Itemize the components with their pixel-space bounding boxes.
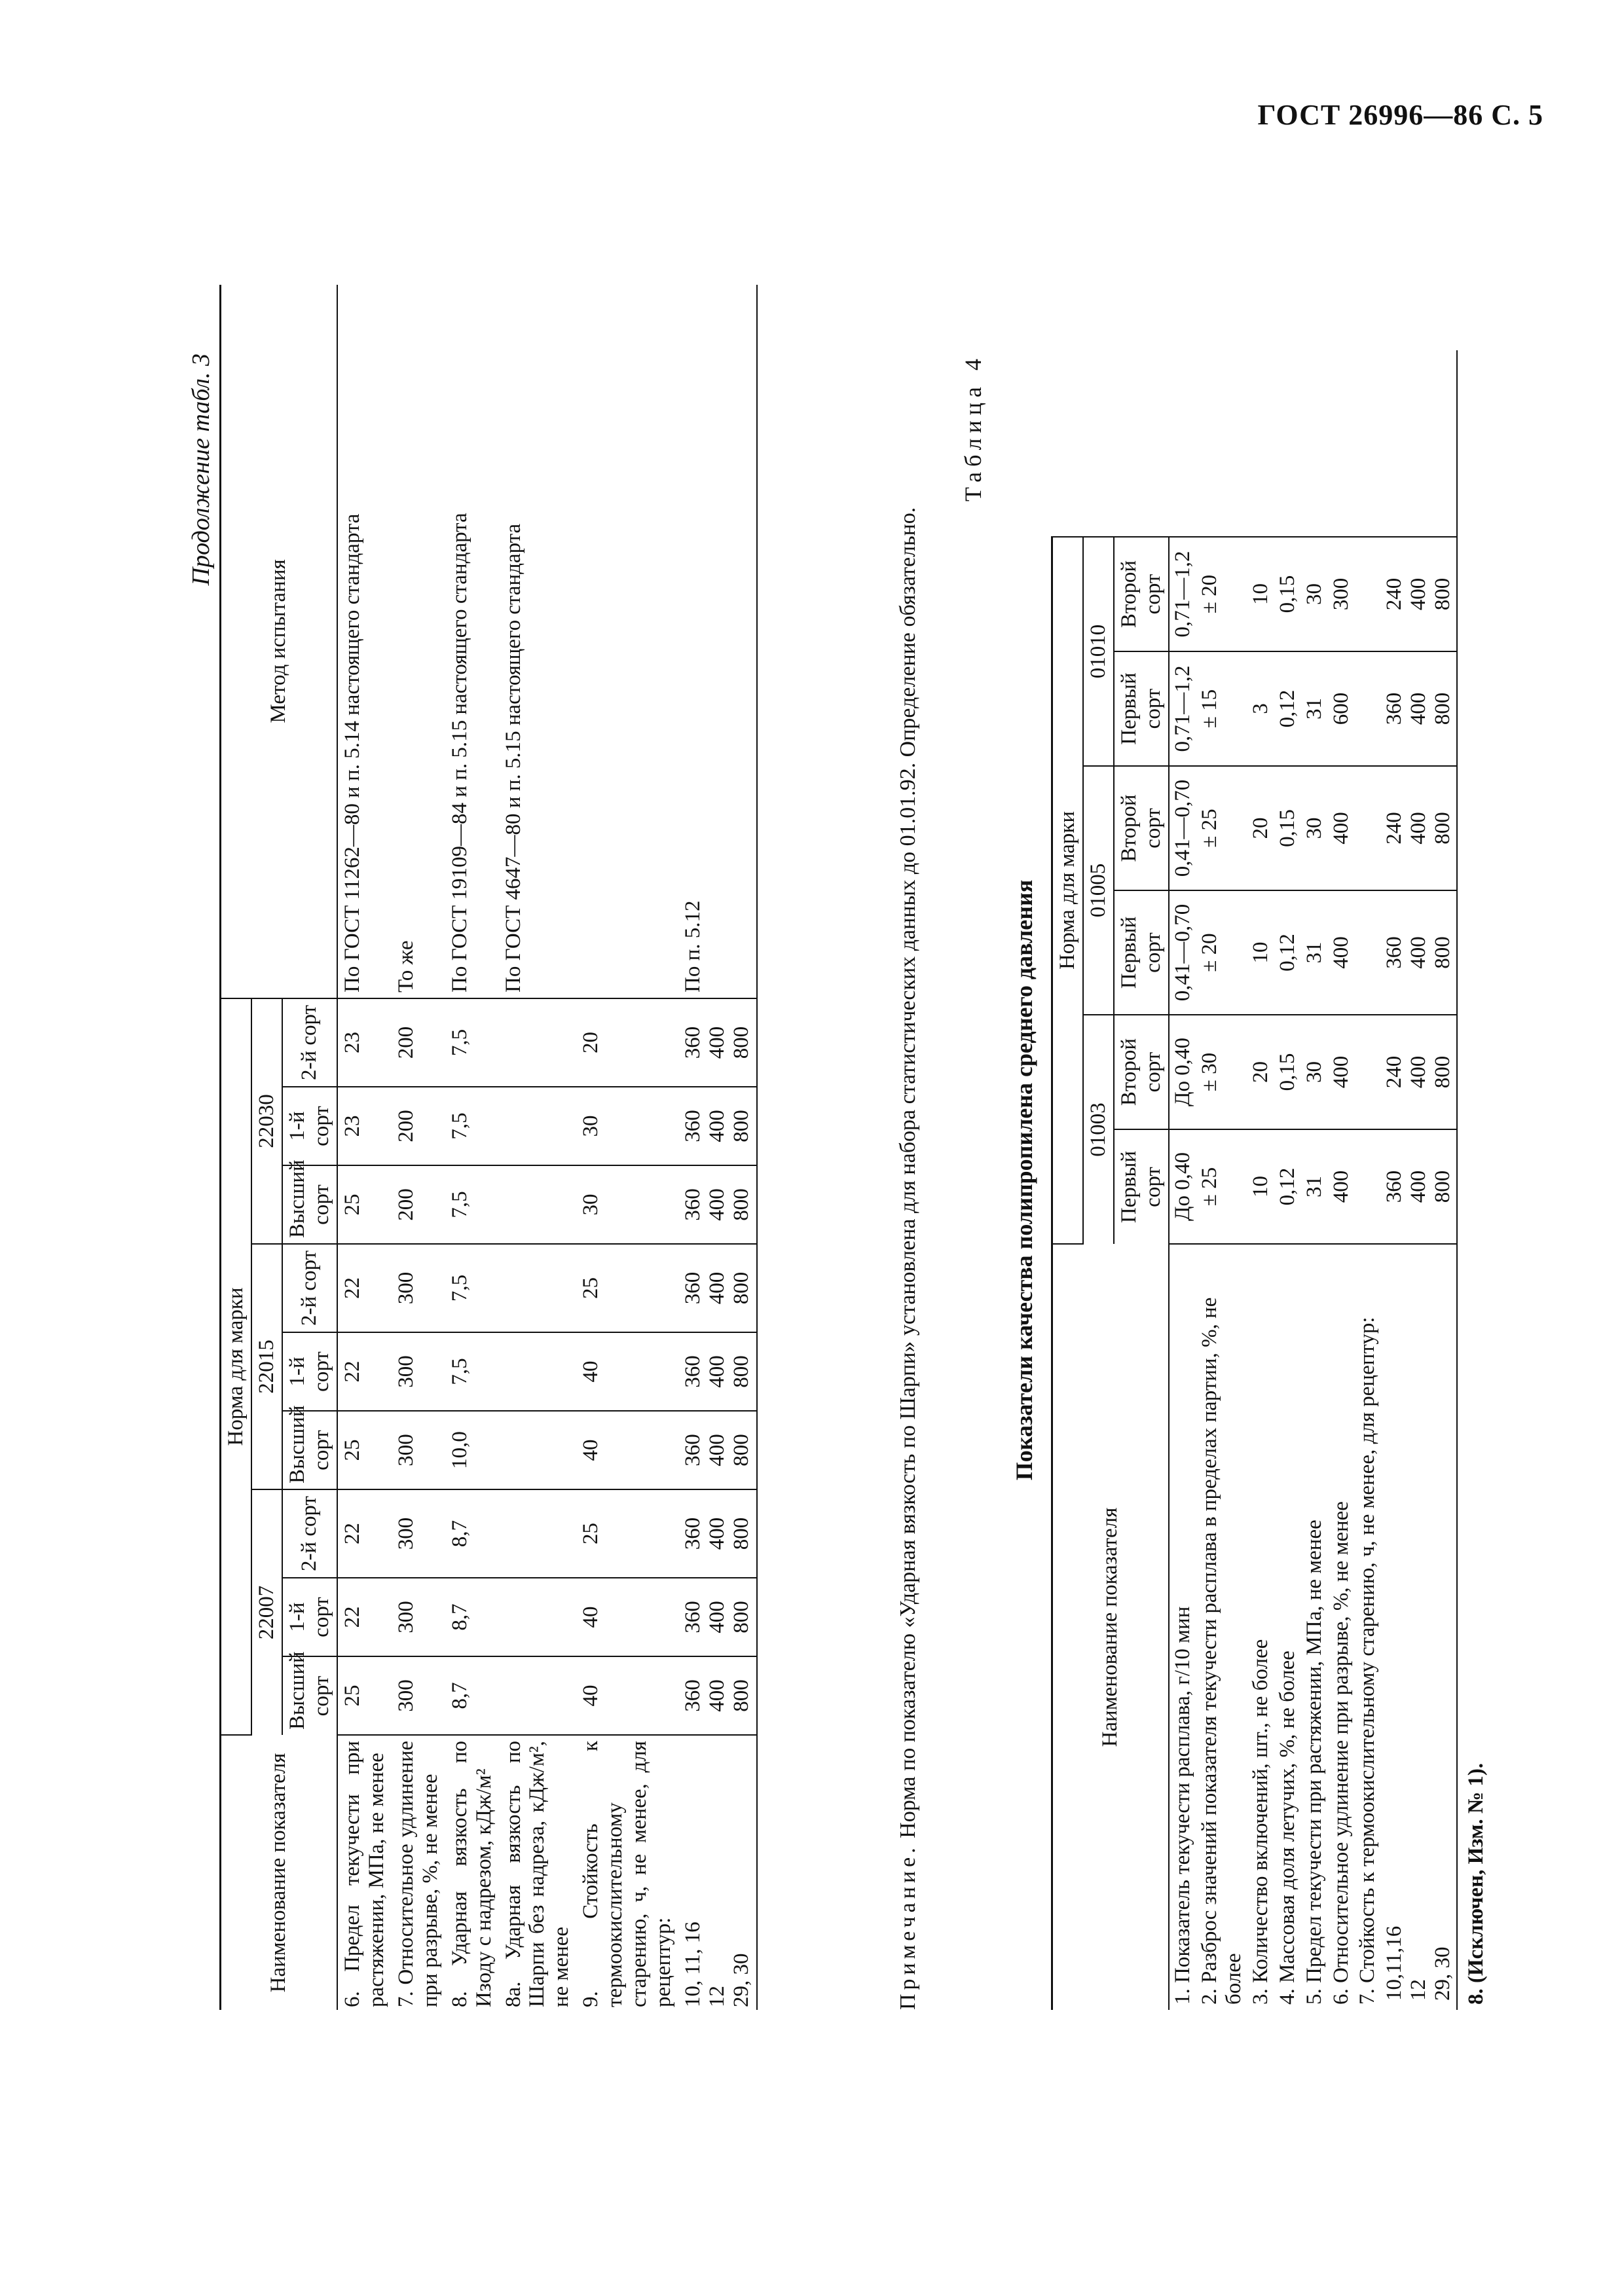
t3-sort-header: Высший сорт	[282, 1165, 337, 1244]
t3-cell: 360 400 800	[678, 1332, 757, 1411]
t3-cell: 360 400 800	[678, 1656, 757, 1735]
table-row	[392, 285, 445, 2010]
t4-blank-cell	[1169, 350, 1196, 537]
t3-grade: 22007	[251, 1489, 282, 1735]
t4-row-name: 10,11,16 12 29, 30	[1381, 1244, 1457, 2010]
t4-grade: 01010	[1083, 537, 1114, 766]
t4-cell: 30	[1301, 1015, 1328, 1129]
t4-norm-header: Норма для марки	[1052, 537, 1083, 1244]
t3-sort-header: 1-й сорт	[282, 1578, 337, 1656]
t4-cell	[1354, 537, 1381, 651]
t4-blank-cell	[1301, 350, 1328, 537]
t3-row-name: 6. Предел текучести при растяжении, МПа, не менее	[340, 1741, 388, 2007]
t4-cell	[1354, 651, 1381, 766]
t3-cell: 25	[337, 1165, 392, 1244]
t3-cell: 22	[337, 1489, 392, 1578]
t3-method: По ГОСТ 4647—80 и п. 5.15 настоящего стандарта	[499, 285, 577, 998]
t3-cell: 300	[392, 1656, 445, 1735]
t3-cell	[499, 1656, 577, 1735]
t3-method: По п. 5.12	[678, 285, 757, 998]
t4-cell: ± 20	[1196, 890, 1247, 1015]
t3-cell: 360 400 800	[678, 1087, 757, 1165]
t4-blank-cell	[1328, 350, 1355, 537]
t4-cell: 600	[1328, 651, 1355, 766]
table-3	[219, 285, 758, 2010]
t3-row-name: 10, 11, 16 12 29, 30	[678, 1735, 757, 2010]
t4-cell: 10	[1247, 1129, 1274, 1244]
t4-row-name: 7. Стойкость к термоокислительному старению, ч, не менее, для рецептур:	[1355, 1317, 1380, 2005]
t4-cell: ± 30	[1196, 1015, 1247, 1129]
table-row	[678, 285, 757, 2010]
t3-sort-header: Высший сорт	[282, 1656, 337, 1735]
t4-cell: 360 400 800	[1381, 890, 1457, 1015]
t4-cell: 31	[1301, 890, 1328, 1015]
t4-cell: ± 25	[1196, 1129, 1247, 1244]
table-4-title: Показатели качества полипропилена среднего давления	[1011, 879, 1037, 1481]
t4-cell: 240 400 800	[1381, 537, 1457, 651]
t3-sort-header: 2-й сорт	[282, 1244, 337, 1332]
t4-blank-cell	[1274, 350, 1301, 537]
t3-row-name: 8. Ударная вязкость по Изоду с надрезом, кДж/м²	[447, 1741, 496, 2007]
t4-row-name: 5. Предел текучести при растяжении, МПа, не менее	[1302, 1520, 1326, 2005]
t3-cell: 300	[392, 1332, 445, 1411]
t4-cell: 0,15	[1274, 1015, 1301, 1129]
t4-col-name: Наименование показателя	[1052, 1244, 1169, 2010]
table-row	[1381, 350, 1457, 2010]
t3-sort-header: 2-й сорт	[282, 1489, 337, 1578]
table-row	[1274, 350, 1301, 2010]
t4-row-name: 2. Разброс значений показателя текучести расплава в пределах партии, %, не более	[1197, 1297, 1245, 2005]
note-label: Примечание.	[896, 1844, 920, 2010]
t3-cell: 360 400 800	[678, 1244, 757, 1332]
t3-method: По ГОСТ 19109—84 и п. 5.15 настоящего стандарта	[445, 285, 499, 998]
t3-cell	[499, 1411, 577, 1489]
t4-cell: До 0,40	[1169, 1015, 1196, 1129]
t4-blank	[1052, 350, 1169, 537]
t4-sort-header: Первый сорт	[1114, 651, 1169, 766]
t4-cell: 0,15	[1274, 766, 1301, 890]
t3-cell: 22	[337, 1332, 392, 1411]
t4-cell: 360 400 800	[1381, 651, 1457, 766]
t3-cell	[499, 1244, 577, 1332]
t3-cell: 25	[576, 1244, 678, 1332]
t3-cell: 360 400 800	[678, 1489, 757, 1578]
t3-cell: 7,5	[445, 1332, 499, 1411]
t4-cell: 10	[1247, 537, 1274, 651]
t4-cell: 0,41—0,70	[1169, 766, 1196, 890]
t3-cell: 8,7	[445, 1489, 499, 1578]
t3-cell	[499, 1165, 577, 1244]
t3-cell: 8,7	[445, 1656, 499, 1735]
t3-cell	[499, 1578, 577, 1656]
table-4	[1051, 350, 1490, 2010]
t4-cell: 31	[1301, 1129, 1328, 1244]
t3-sort-header: 1-й сорт	[282, 1332, 337, 1411]
t3-norm-header: Норма для марки	[221, 998, 251, 1735]
t4-cell: 300	[1328, 537, 1355, 651]
t4-cell: 3	[1247, 651, 1274, 766]
t4-cell: До 0,40	[1169, 1129, 1196, 1244]
t4-cell	[1354, 766, 1381, 890]
t3-cell: 20	[576, 998, 678, 1087]
table-row	[1247, 350, 1274, 2010]
table-row	[1169, 350, 1196, 2010]
t3-method: То же	[392, 285, 445, 998]
t3-cell: 23	[337, 1087, 392, 1165]
t3-cell: 300	[392, 1411, 445, 1489]
t4-cell: 0,41—0,70	[1169, 890, 1196, 1015]
t3-cell: 40	[576, 1332, 678, 1411]
continuation-label: Продолжение табл. 3	[187, 354, 215, 586]
t3-row-name: 7. Относительное удлинение при разрыве, %, не менее	[394, 1741, 442, 2007]
page-header: ГОСТ 26996—86 С. 5	[1257, 99, 1543, 131]
t4-cell: 20	[1247, 1015, 1274, 1129]
t3-cell: 22	[337, 1578, 392, 1656]
t4-cell: ± 25	[1196, 766, 1247, 890]
t3-cell: 30	[576, 1165, 678, 1244]
t3-sort-header: Высший сорт	[282, 1411, 337, 1489]
t4-cell: 400	[1328, 1015, 1355, 1129]
t4-cell: 30	[1301, 766, 1328, 890]
t4-cell: 0,12	[1274, 651, 1301, 766]
t3-cell: 360 400 800	[678, 1578, 757, 1656]
t3-cell: 7,5	[445, 1087, 499, 1165]
t4-cell: 240 400 800	[1381, 1015, 1457, 1129]
table-4-label: Таблица 4	[960, 354, 986, 501]
t4-cell: ± 15	[1196, 651, 1247, 766]
t3-cell: 300	[392, 1489, 445, 1578]
t3-cell: 360 400 800	[678, 1165, 757, 1244]
t4-footnote: 8. (Исключен, Изм. № 1).	[1464, 1762, 1488, 2005]
t3-cell	[499, 1087, 577, 1165]
t4-cell: 0,71—1,2	[1169, 537, 1196, 651]
t3-cell: 300	[392, 1578, 445, 1656]
t4-cell: 31	[1301, 651, 1328, 766]
t4-cell	[1354, 1015, 1381, 1129]
t3-row-name: 9. Стойкость к термоокислительному старению, ч, не менее, для рецептур:	[579, 1741, 676, 2007]
t4-grade: 01005	[1083, 766, 1114, 1015]
t4-grade: 01003	[1083, 1015, 1114, 1244]
table-row	[445, 285, 499, 2010]
t3-grade: 22015	[251, 1244, 282, 1489]
t4-cell: 30	[1301, 537, 1328, 651]
t4-cell	[1354, 1129, 1381, 1244]
t4-sort-header: Второй сорт	[1114, 766, 1169, 890]
t3-cell: 40	[576, 1656, 678, 1735]
t3-cell: 23	[337, 998, 392, 1087]
table-row	[1301, 350, 1328, 2010]
t3-method	[576, 285, 678, 998]
t3-cell: 25	[337, 1656, 392, 1735]
t3-cell: 7,5	[445, 1244, 499, 1332]
t3-cell: 30	[576, 1087, 678, 1165]
t4-cell	[1354, 890, 1381, 1015]
t4-blank-cell	[1354, 350, 1381, 537]
t4-cell: 360 400 800	[1381, 1129, 1457, 1244]
t4-cell: 400	[1328, 890, 1355, 1015]
t3-cell: 8,7	[445, 1578, 499, 1656]
t3-cell: 360 400 800	[678, 1411, 757, 1489]
table-row	[337, 285, 392, 2010]
t3-cell: 40	[576, 1578, 678, 1656]
t4-cell: ± 20	[1196, 537, 1247, 651]
t3-cell: 300	[392, 1244, 445, 1332]
table-row	[1196, 350, 1247, 2010]
t3-method-header: Метод испытания	[221, 285, 337, 998]
t3-sort-header: 2-й сорт	[282, 998, 337, 1087]
t3-cell: 25	[337, 1411, 392, 1489]
t4-sort-header: Второй сорт	[1114, 1015, 1169, 1129]
t3-cell: 360 400 800	[678, 998, 757, 1087]
t4-row-name: 1. Показатель текучести расплава, г/10 мин	[1170, 1606, 1194, 2005]
t4-cell: 0,71—1,2	[1169, 651, 1196, 766]
table-row	[1328, 350, 1355, 2010]
t4-cell: 240 400 800	[1381, 766, 1457, 890]
t4-blank-cell	[1381, 350, 1457, 537]
t4-row-name: 3. Количество включений, шт., не более	[1248, 1639, 1272, 2005]
t4-row-name: 6. Относительное удлинение при разрыве, %, не менее	[1329, 1501, 1353, 2005]
t3-cell: 25	[576, 1489, 678, 1578]
t4-cell: 20	[1247, 766, 1274, 890]
t4-cell: 400	[1328, 766, 1355, 890]
t3-cell: 40	[576, 1411, 678, 1489]
t4-blank-cell	[1247, 350, 1274, 537]
t4-cell: 10	[1247, 890, 1274, 1015]
table-3-note	[894, 350, 923, 2010]
table-row	[576, 285, 678, 2010]
t3-col-name: Наименование показателя	[221, 1735, 337, 2010]
table-row	[1354, 350, 1381, 2010]
t4-cell: 0,12	[1274, 890, 1301, 1015]
t4-sort-header: Второй сорт	[1114, 537, 1169, 651]
t4-sort-header: Первый сорт	[1114, 1129, 1169, 1244]
t4-blank-cell	[1196, 350, 1247, 537]
t3-cell	[499, 998, 577, 1087]
t3-cell: 200	[392, 1165, 445, 1244]
t3-cell	[499, 1489, 577, 1578]
t4-sort-header: Первый сорт	[1114, 890, 1169, 1015]
t3-grade: 22030	[251, 998, 282, 1244]
table-row	[499, 285, 577, 2010]
note-text: Норма по показателю «Ударная вязкость по Шарпи» установлена для набора статистических данных до 01.01.92. Определение обязательно.	[896, 507, 920, 1844]
t3-cell: 7,5	[445, 1165, 499, 1244]
t3-row-name: 8а. Ударная вязкость по Шарпи без надреза, кДж/м², не менее	[501, 1741, 574, 2007]
t3-sort-header: 1-й сорт	[282, 1087, 337, 1165]
table-row	[1457, 350, 1490, 2010]
t3-cell: 22	[337, 1244, 392, 1332]
t4-cell: 0,12	[1274, 1129, 1301, 1244]
t4-cell: 400	[1328, 1129, 1355, 1244]
t3-cell: 10,0	[445, 1411, 499, 1489]
t3-cell: 200	[392, 1087, 445, 1165]
t3-cell	[499, 1332, 577, 1411]
t3-cell: 200	[392, 998, 445, 1087]
t3-method: По ГОСТ 11262—80 и п. 5.14 настоящего стандарта	[337, 285, 392, 998]
t4-row-name: 4. Массовая доля летучих, %, не более	[1275, 1650, 1299, 2005]
t4-cell: 0,15	[1274, 537, 1301, 651]
t3-cell: 7,5	[445, 998, 499, 1087]
rotated-content	[187, 334, 1488, 2010]
